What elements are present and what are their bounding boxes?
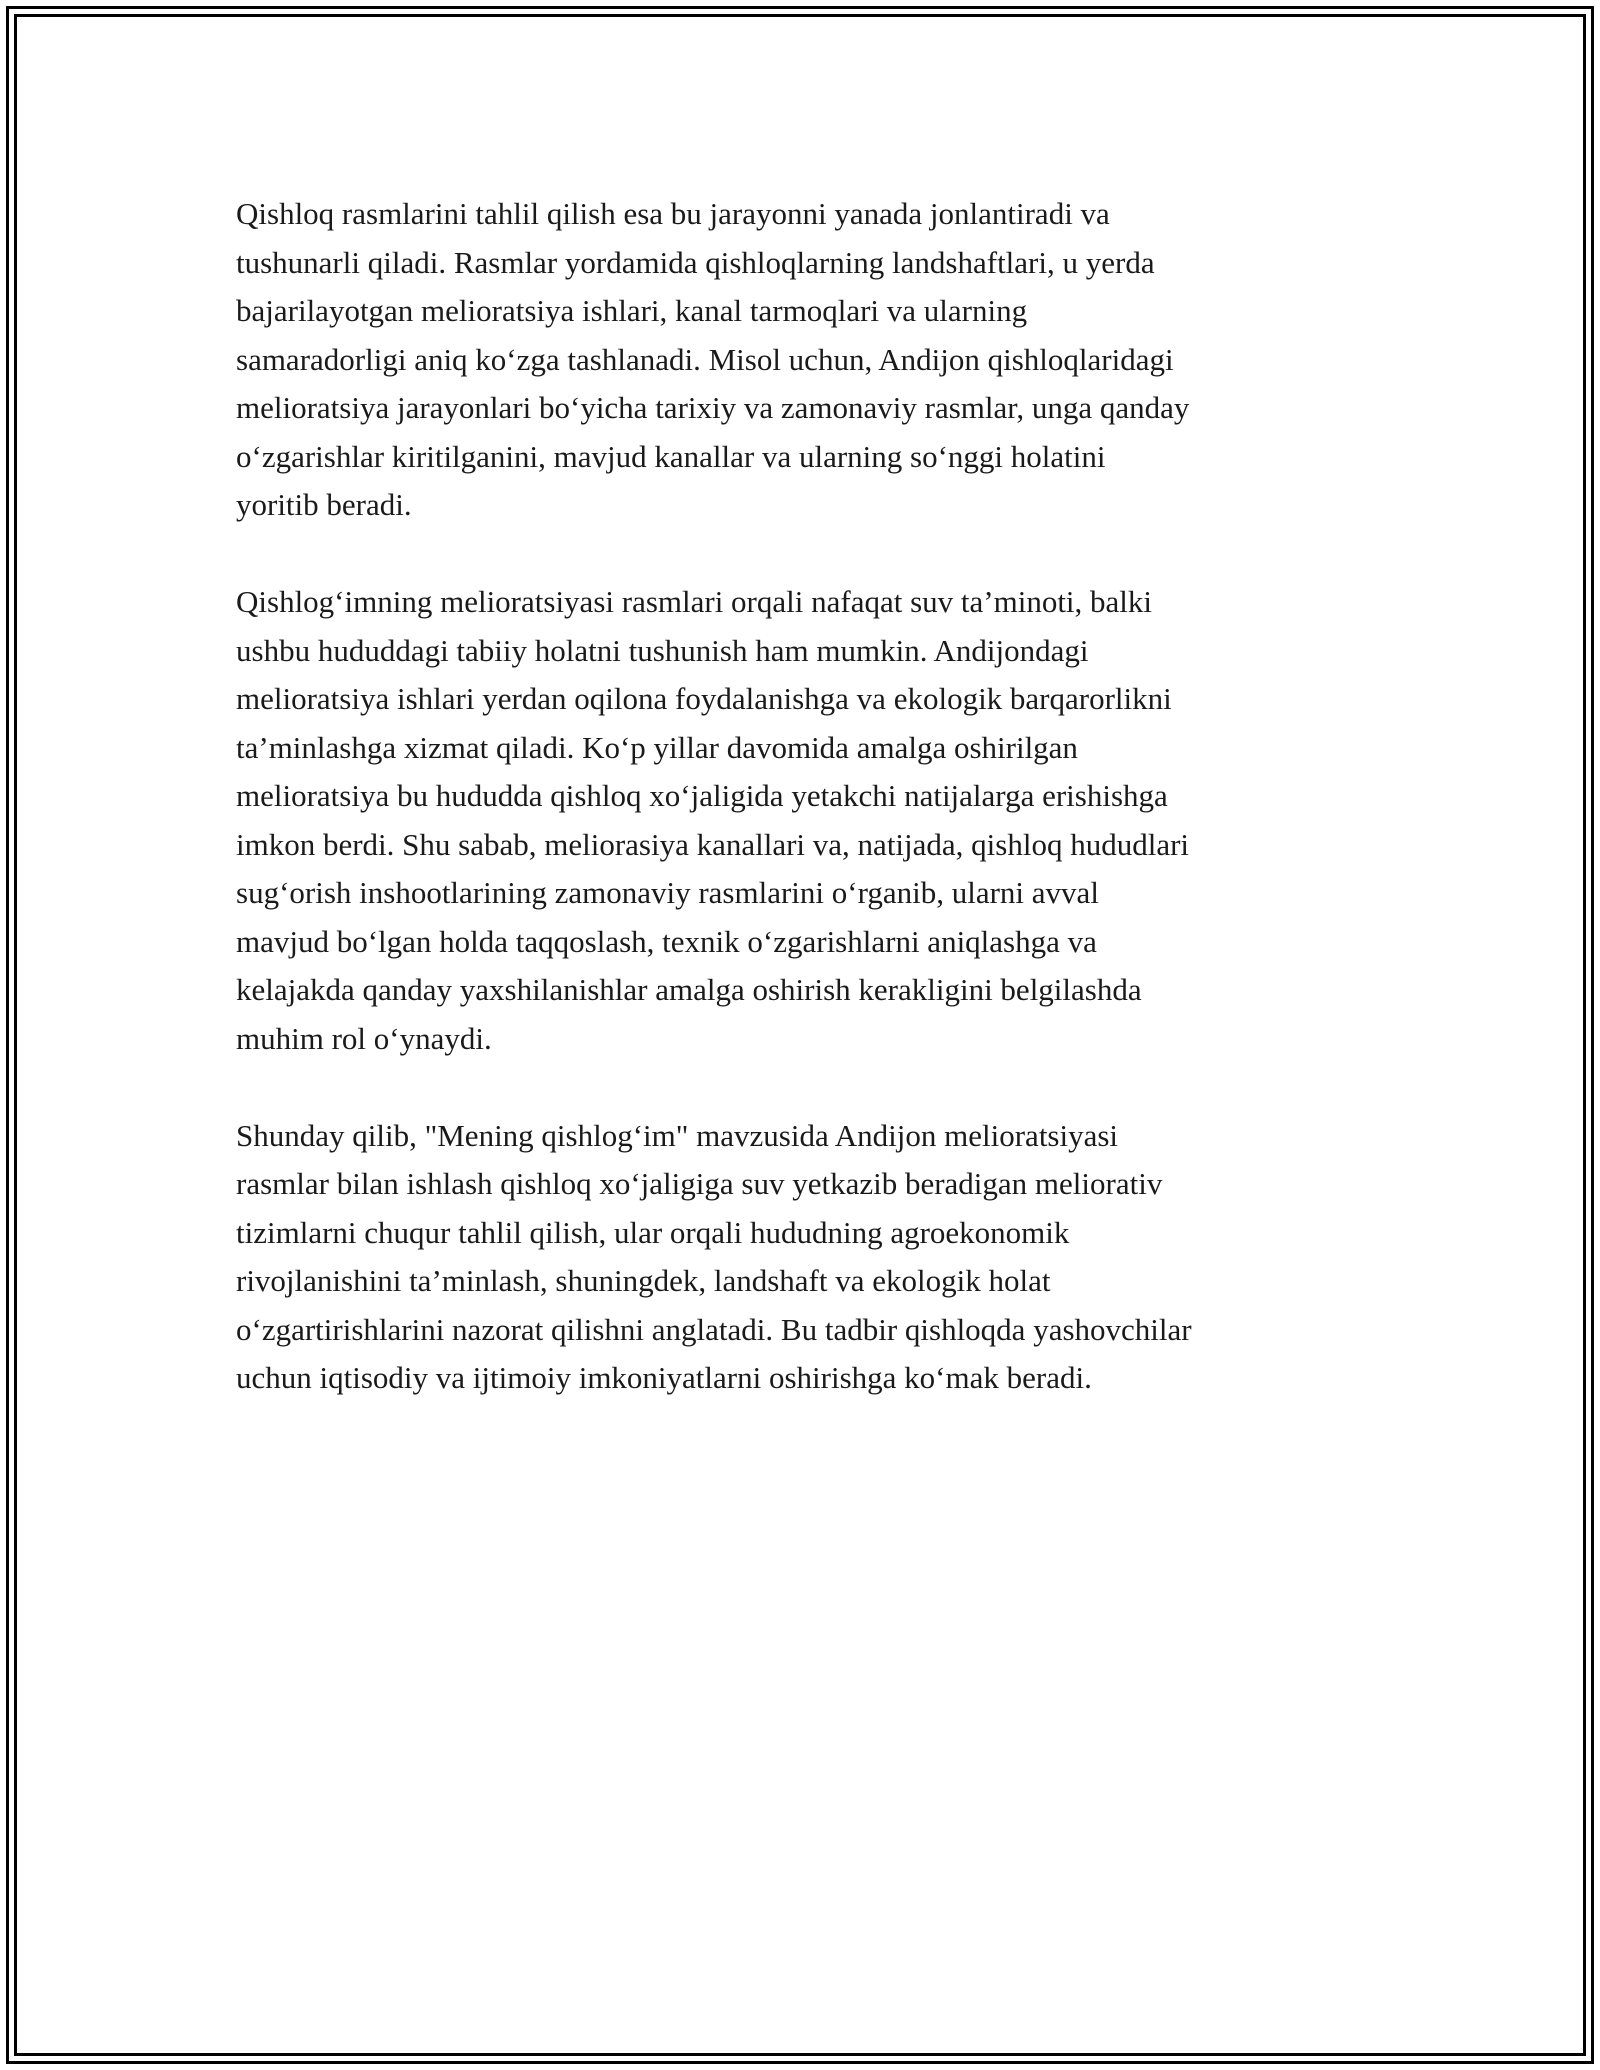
- paragraph-3: Shunday qilib, "Mening qishlog‘im" mavzusida Andijon melioratsiyasi rasmlar bilan ishlash qishloq xo‘jaligiga suv yetkazib beradigan meliorativ tizimlarni chuqur tahlil qilish, ular orqali hududning agroekonomik rivojlanishini ta’minlash, shuningdek, landshaft va ekologik holat o‘zgartirishlarini nazorat qilishni anglatadi. Bu tadbir qishloqda yashovchilar uchun iqtisodiy va ijtimoiy imkoniyatlarni oshirishga ko‘mak beradi.: [236, 1117, 1192, 1395]
- paragraph-1: Qishloq rasmlarini tahlil qilish esa bu jarayonni yanada jonlantiradi va tushunarli qiladi. Rasmlar yordamida qishloqlarning landshaftlari, u yerda bajarilayotgan melioratsiya ishlari, kanal tarmoqlari va ularning samaradorligi aniq ko‘zga tashlanadi. Misol uchun, Andijon qishloqlaridagi melioratsiya jarayonlari bo‘yicha tarixiy va zamonaviy rasmlar, unga qanday o‘zgarishlar kiritilganini, mavjud kanallar va ularning so‘nggi holatini yoritib beradi.: [236, 196, 1190, 522]
- document-body: [236, 190, 1416, 1451]
- paragraph-2: Qishlog‘imning melioratsiyasi rasmlari orqali nafaqat suv ta’minoti, balki ushbu hududdagi tabiiy holatni tushunish ham mumkin. Andijondagi melioratsiya ishlari yerdan oqilona foydalanishga va ekologik barqarorlikni ta’minlashga xizmat qiladi. Ko‘p yillar davomida amalga oshirilgan melioratsiya bu hududda qishloq xo‘jaligida yetakchi natijalarga erishishga imkon berdi. Shu sabab, meliorasiya kanallari va, natijada, qishloq hududlari sug‘orish inshootlarining zamonaviy rasmlarini o‘rganib, ularni avval mavjud bo‘lgan holda taqqoslash, texnik o‘zgarishlarni aniqlashga va kelajakda qanday yaxshilanishlar amalga oshirish kerakligini belgilashda muhim rol o‘ynaydi.: [236, 584, 1190, 1056]
